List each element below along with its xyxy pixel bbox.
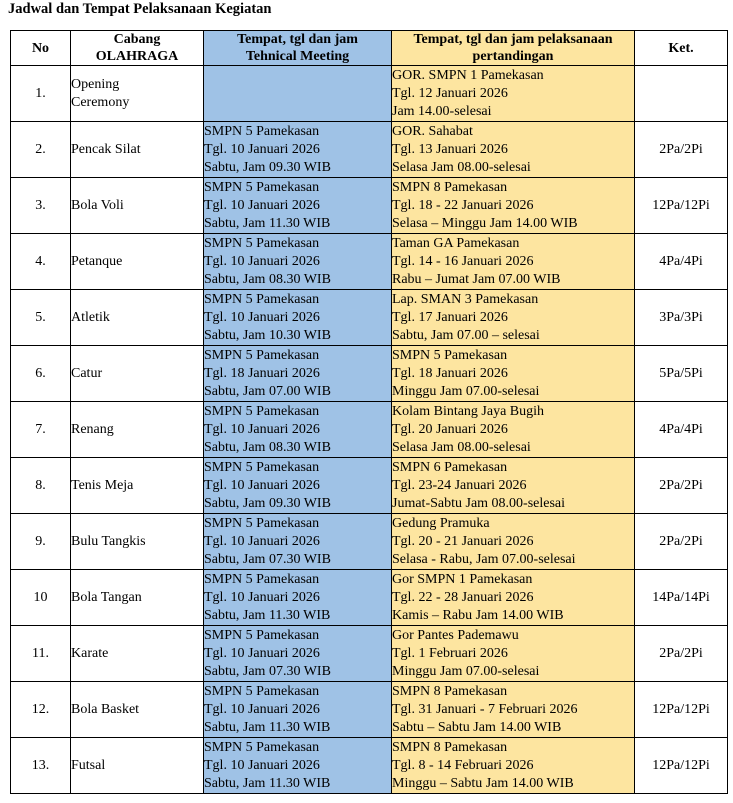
cell-technical-meeting-line: Tgl. 10 Januari 2026: [204, 309, 320, 325]
cell-technical-meeting-line: Sabtu, Jam 11.30 WIB: [204, 719, 331, 735]
header-cabang-line2: OLAHRAGA: [95, 49, 179, 64]
table-row: [11, 514, 728, 570]
cell-technical-meeting-line: Sabtu, Jam 07.30 WIB: [204, 551, 331, 567]
cell-technical-meeting: [204, 514, 392, 570]
cell-technical-meeting-line: SMPN 5 Pamekasan: [204, 235, 320, 251]
cell-technical-meeting: [204, 346, 392, 402]
header-place-line2: pertandingan: [472, 49, 554, 64]
cell-match-venue: [392, 514, 635, 570]
cell-technical-meeting-line: Sabtu, Jam 09.30 WIB: [204, 495, 331, 511]
cell-no: 1.: [11, 66, 71, 122]
table-row: [11, 626, 728, 682]
cell-no: 13.: [11, 738, 71, 794]
table-row: [11, 234, 728, 290]
cell-ket: 2Pa/2Pi: [635, 514, 728, 570]
cell-no: 5.: [11, 290, 71, 346]
table-row: [11, 458, 728, 514]
cell-technical-meeting: [204, 122, 392, 178]
cell-technical-meeting-line: Sabtu, Jam 09.30 WIB: [204, 159, 331, 175]
cell-match-venue: [392, 682, 635, 738]
cell-technical-meeting-line: Tgl. 10 Januari 2026: [204, 197, 320, 213]
cell-match-venue-line: Selasa Jam 08.00-selesai: [392, 159, 531, 175]
cell-match-venue-line: Selasa – Minggu Jam 14.00 WIB: [392, 215, 578, 231]
cell-match-venue-line: Tgl. 31 Januari - 7 Februari 2026: [392, 701, 578, 717]
table-row: [11, 682, 728, 738]
cell-match-venue-line: Tgl. 22 - 28 Januari 2026: [392, 589, 534, 605]
cell-match-venue: [392, 458, 635, 514]
cell-match-venue: [392, 290, 635, 346]
cell-match-venue: [392, 234, 635, 290]
cell-technical-meeting-line: Tgl. 10 Januari 2026: [204, 701, 320, 717]
cell-technical-meeting-line: SMPN 5 Pamekasan: [204, 683, 320, 699]
cell-match-venue-line: Jam 14.00-selesai: [392, 103, 492, 119]
cell-match-venue-line: Gedung Pramuka: [392, 515, 490, 531]
cell-ket: 3Pa/3Pi: [635, 290, 728, 346]
cell-technical-meeting-line: SMPN 5 Pamekasan: [204, 739, 320, 755]
cell-ket: 14Pa/14Pi: [635, 570, 728, 626]
cell-sport-line: Atletik: [71, 309, 110, 325]
header-cabang-line1: Cabang: [113, 32, 161, 47]
cell-match-venue-line: Kamis – Rabu Jam 14.00 WIB: [392, 607, 564, 623]
cell-ket: 5Pa/5Pi: [635, 346, 728, 402]
cell-no: 2.: [11, 122, 71, 178]
cell-match-venue-line: SMPN 8 Pamekasan: [392, 739, 508, 755]
cell-technical-meeting: [204, 738, 392, 794]
cell-technical-meeting-line: Tgl. 10 Januari 2026: [204, 141, 320, 157]
cell-no: 6.: [11, 346, 71, 402]
cell-match-venue-line: Tgl. 20 Januari 2026: [392, 421, 508, 437]
cell-match-venue-line: Rabu – Jumat Jam 07.00 WIB: [392, 271, 561, 287]
cell-sport-line: Catur: [71, 365, 103, 381]
table-row: [11, 290, 728, 346]
header-cabang: [71, 31, 204, 66]
table-row: [11, 570, 728, 626]
cell-sport-line: Futsal: [71, 757, 106, 773]
schedule-table: [10, 30, 728, 794]
cell-ket: 12Pa/12Pi: [635, 682, 728, 738]
header-ket: Ket.: [635, 31, 728, 66]
cell-technical-meeting: [204, 234, 392, 290]
table-row: [11, 66, 728, 122]
cell-match-venue-line: GOR. SMPN 1 Pamekasan: [392, 67, 544, 83]
cell-match-venue-line: SMPN 6 Pamekasan: [392, 459, 508, 475]
cell-technical-meeting: [204, 178, 392, 234]
cell-technical-meeting: [204, 290, 392, 346]
cell-sport: [71, 626, 204, 682]
document-title: Jadwal dan Tempat Pelaksanaan Kegiatan: [8, 1, 272, 17]
cell-technical-meeting: [204, 458, 392, 514]
cell-technical-meeting-line: Sabtu, Jam 11.30 WIB: [204, 607, 331, 623]
cell-match-venue-line: Gor SMPN 1 Pamekasan: [392, 571, 533, 587]
cell-match-venue: [392, 178, 635, 234]
cell-no: 4.: [11, 234, 71, 290]
cell-match-venue-line: Selasa Jam 08.00-selesai: [392, 439, 531, 455]
cell-match-venue-line: Tgl. 18 Januari 2026: [392, 365, 508, 381]
cell-technical-meeting-line: Sabtu, Jam 11.30 WIB: [204, 775, 331, 791]
cell-match-venue-line: Minggu – Sabtu Jam 14.00 WIB: [392, 775, 574, 791]
cell-technical-meeting-line: Sabtu, Jam 07.00 WIB: [204, 383, 331, 399]
cell-match-venue: [392, 570, 635, 626]
cell-technical-meeting-line: Sabtu, Jam 10.30 WIB: [204, 327, 331, 343]
header-place-line1: Tempat, tgl dan jam pelaksanaan: [413, 32, 613, 47]
cell-ket: 4Pa/4Pi: [635, 402, 728, 458]
cell-sport: [71, 178, 204, 234]
cell-sport-line: Bola Voli: [71, 197, 124, 213]
table-row: [11, 346, 728, 402]
cell-sport-line: Petanque: [71, 253, 123, 269]
cell-match-venue: [392, 738, 635, 794]
cell-technical-meeting: [204, 626, 392, 682]
cell-sport-line: Opening: [71, 76, 120, 92]
cell-no: 11.: [11, 626, 71, 682]
cell-match-venue-line: Jumat-Sabtu Jam 08.00-selesai: [392, 495, 566, 511]
cell-technical-meeting-line: Tgl. 10 Januari 2026: [204, 645, 320, 661]
cell-technical-meeting-line: SMPN 5 Pamekasan: [204, 627, 320, 643]
cell-sport: [71, 346, 204, 402]
cell-match-venue-line: Taman GA Pamekasan: [392, 235, 520, 251]
cell-match-venue-line: Minggu Jam 07.00-selesai: [392, 383, 540, 399]
cell-technical-meeting-line: SMPN 5 Pamekasan: [204, 459, 320, 475]
cell-ket: 4Pa/4Pi: [635, 234, 728, 290]
table-header-row: [11, 31, 728, 66]
table-body: [11, 66, 728, 794]
header-tm-line2: Tehnical Meeting: [245, 49, 350, 64]
cell-sport: [71, 682, 204, 738]
cell-technical-meeting-line: Tgl. 10 Januari 2026: [204, 253, 320, 269]
cell-match-venue-line: Minggu Jam 07.00-selesai: [392, 663, 540, 679]
cell-match-venue-line: Sabtu – Sabtu Jam 14.00 WIB: [392, 719, 562, 735]
cell-match-venue-line: SMPN 8 Pamekasan: [392, 683, 508, 699]
cell-sport: [71, 290, 204, 346]
cell-technical-meeting-line: Tgl. 18 Januari 2026: [204, 365, 320, 381]
cell-ket: 2Pa/2Pi: [635, 458, 728, 514]
cell-no: 7.: [11, 402, 71, 458]
cell-match-venue-line: Lap. SMAN 3 Pamekasan: [392, 291, 539, 307]
header-technical-meeting: [204, 31, 392, 66]
cell-technical-meeting: [204, 66, 392, 122]
cell-match-venue-line: GOR. Sahabat: [392, 123, 473, 139]
cell-sport: [71, 122, 204, 178]
cell-match-venue-line: Sabtu, Jam 07.00 – selesai: [392, 327, 540, 343]
cell-match-venue-line: Tgl. 14 - 16 Januari 2026: [392, 253, 534, 269]
cell-sport-line: Renang: [71, 421, 114, 437]
cell-technical-meeting-line: Sabtu, Jam 08.30 WIB: [204, 271, 331, 287]
cell-match-venue-line: Selasa - Rabu, Jam 07.00-selesai: [392, 551, 576, 567]
table-row: [11, 122, 728, 178]
header-no: No: [11, 31, 71, 66]
cell-no: 9.: [11, 514, 71, 570]
cell-match-venue-line: SMPN 5 Pamekasan: [392, 347, 508, 363]
cell-technical-meeting-line: Tgl. 10 Januari 2026: [204, 477, 320, 493]
cell-match-venue-line: Kolam Bintang Jaya Bugih: [392, 403, 545, 419]
cell-sport: [71, 66, 204, 122]
cell-technical-meeting-line: Tgl. 10 Januari 2026: [204, 589, 320, 605]
cell-technical-meeting-line: SMPN 5 Pamekasan: [204, 347, 320, 363]
cell-sport-line: Bola Basket: [71, 701, 140, 717]
cell-no: 10: [11, 570, 71, 626]
cell-ket: 12Pa/12Pi: [635, 738, 728, 794]
cell-sport-line: Bola Tangan: [71, 589, 142, 605]
cell-sport-line: Bulu Tangkis: [71, 533, 146, 549]
cell-match-venue-line: SMPN 8 Pamekasan: [392, 179, 508, 195]
cell-technical-meeting-line: SMPN 5 Pamekasan: [204, 571, 320, 587]
cell-technical-meeting: [204, 682, 392, 738]
table-row: [11, 178, 728, 234]
cell-no: 3.: [11, 178, 71, 234]
cell-technical-meeting-line: Tgl. 10 Januari 2026: [204, 421, 320, 437]
cell-ket: 2Pa/2Pi: [635, 122, 728, 178]
cell-sport: [71, 402, 204, 458]
cell-match-venue-line: Tgl. 12 Januari 2026: [392, 85, 508, 101]
cell-sport: [71, 514, 204, 570]
cell-match-venue-line: Tgl. 17 Januari 2026: [392, 309, 508, 325]
cell-technical-meeting: [204, 402, 392, 458]
header-match-venue: [392, 31, 635, 66]
cell-sport: [71, 458, 204, 514]
cell-match-venue: [392, 122, 635, 178]
cell-ket: [635, 66, 728, 122]
cell-match-venue-line: Tgl. 18 - 22 Januari 2026: [392, 197, 534, 213]
cell-ket: 2Pa/2Pi: [635, 626, 728, 682]
cell-technical-meeting-line: Sabtu, Jam 11.30 WIB: [204, 215, 331, 231]
cell-sport-line: Tenis Meja: [71, 477, 134, 493]
cell-sport: [71, 738, 204, 794]
cell-technical-meeting-line: SMPN 5 Pamekasan: [204, 515, 320, 531]
cell-no: 8.: [11, 458, 71, 514]
cell-sport-line: Ceremony: [71, 94, 130, 110]
cell-sport: [71, 570, 204, 626]
cell-match-venue-line: Gor Pantes Pademawu: [392, 627, 519, 643]
cell-ket: 12Pa/12Pi: [635, 178, 728, 234]
cell-technical-meeting-line: SMPN 5 Pamekasan: [204, 179, 320, 195]
cell-match-venue-line: Tgl. 13 Januari 2026: [392, 141, 508, 157]
cell-sport-line: Pencak Silat: [71, 141, 141, 157]
cell-no: 12.: [11, 682, 71, 738]
header-tm-line1: Tempat, tgl dan jam: [237, 32, 358, 47]
cell-technical-meeting-line: Tgl. 10 Januari 2026: [204, 757, 320, 773]
cell-technical-meeting-line: Sabtu, Jam 07.30 WIB: [204, 663, 331, 679]
table-row: [11, 738, 728, 794]
cell-match-venue-line: Tgl. 1 Februari 2026: [392, 645, 508, 661]
cell-technical-meeting-line: SMPN 5 Pamekasan: [204, 403, 320, 419]
cell-match-venue: [392, 346, 635, 402]
cell-match-venue-line: Tgl. 8 - 14 Februari 2026: [392, 757, 534, 773]
cell-technical-meeting-line: SMPN 5 Pamekasan: [204, 291, 320, 307]
cell-match-venue-line: Tgl. 20 - 21 Januari 2026: [392, 533, 534, 549]
cell-sport-line: Karate: [71, 645, 109, 661]
table-row: [11, 402, 728, 458]
cell-match-venue: [392, 402, 635, 458]
cell-sport: [71, 234, 204, 290]
cell-technical-meeting-line: Sabtu, Jam 08.30 WIB: [204, 439, 331, 455]
cell-technical-meeting-line: Tgl. 10 Januari 2026: [204, 533, 320, 549]
cell-technical-meeting: [204, 570, 392, 626]
cell-match-venue-line: Tgl. 23-24 Januari 2026: [392, 477, 527, 493]
cell-match-venue: [392, 626, 635, 682]
cell-technical-meeting-line: SMPN 5 Pamekasan: [204, 123, 320, 139]
cell-match-venue: [392, 66, 635, 122]
